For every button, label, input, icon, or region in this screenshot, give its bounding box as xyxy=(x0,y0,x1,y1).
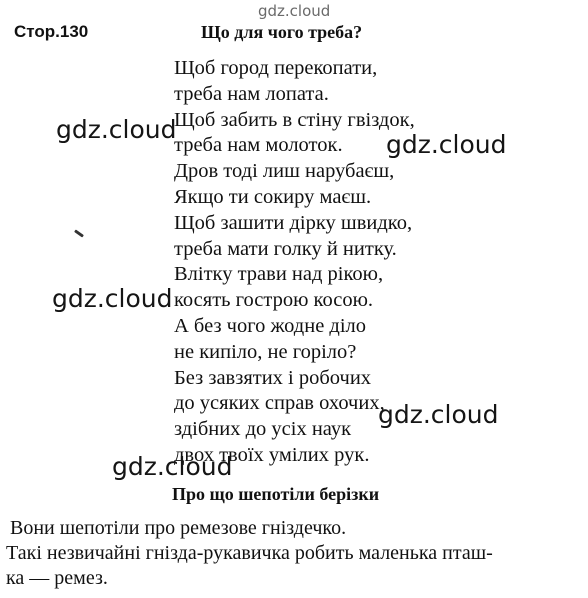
poem-line: Без завзятих і робочих xyxy=(174,366,372,389)
paragraph-line: Вони шепотіли про ремезове гніздечко. xyxy=(10,517,347,539)
poem-line: Якщо ти сокиру маєш. xyxy=(174,185,372,208)
watermark: gdz.cloud xyxy=(112,452,233,481)
poem-line: косять гострою косою. xyxy=(174,289,374,312)
poem-line: Щоб город перекопати, xyxy=(174,57,378,79)
poem-line: здібних до усіх наук xyxy=(174,418,352,441)
poem-line: до усяких справ охочих, xyxy=(174,392,385,415)
watermark: gdz.cloud xyxy=(386,130,507,159)
top-watermark: gdz.cloud xyxy=(258,2,331,20)
ink-speck xyxy=(74,229,84,237)
poem-line: Влітку трави над рікою, xyxy=(174,263,384,286)
poem-title: Що для чого треба? xyxy=(201,22,363,42)
paragraph-line: ка — ремез. xyxy=(6,567,108,589)
poem-line: треба нам молоток. xyxy=(174,134,343,157)
poem-line: двох твоїх умілих рук. xyxy=(174,443,370,466)
watermark: gdz.cloud xyxy=(52,284,173,313)
poem-line: треба мати голку й нитку. xyxy=(174,237,397,260)
poem-line: треба нам лопата. xyxy=(174,82,329,105)
watermark: gdz.cloud xyxy=(378,400,499,429)
section-title: Про що шепотіли берізки xyxy=(172,484,380,504)
paragraph-line: Такі незвичайні гнізда-рукавичка робить маленька пташ- xyxy=(6,542,493,564)
watermark: gdz.cloud xyxy=(56,115,177,144)
page-label: Стор.130 xyxy=(14,22,89,41)
poem-line: Дров тоді лиш нарубаєш, xyxy=(174,160,395,183)
poem-line: не кипіло, не горіло? xyxy=(174,340,357,363)
poem-line: Щоб забить в стіну гвіздок, xyxy=(174,108,415,131)
poem-line: Щоб зашити дірку швидко, xyxy=(174,211,413,234)
poem-line: А без чого жодне діло xyxy=(174,314,367,337)
